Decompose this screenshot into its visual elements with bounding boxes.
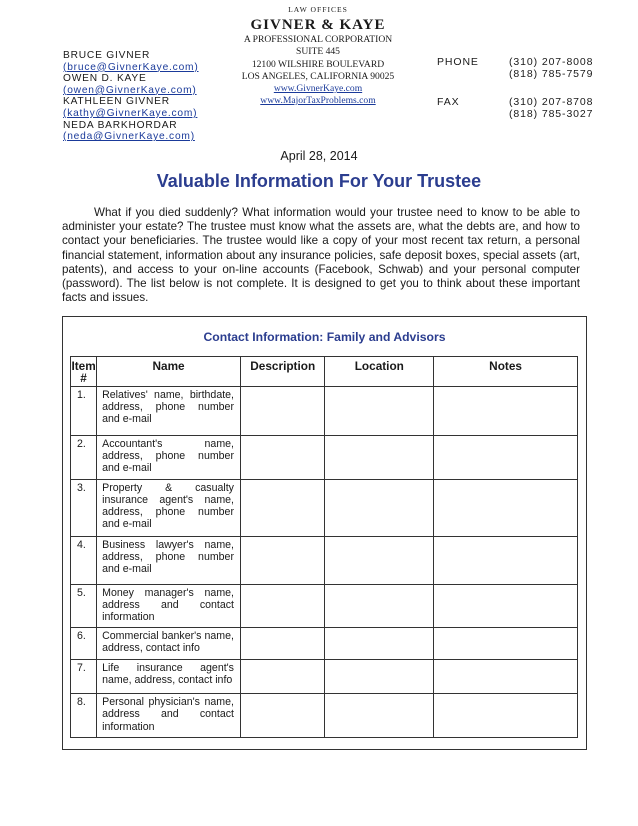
- description-cell[interactable]: [240, 436, 325, 480]
- location-cell[interactable]: [325, 536, 434, 584]
- firm-name: GIVNER & KAYE: [250, 17, 386, 34]
- notes-cell[interactable]: [434, 436, 578, 480]
- firm-corporation: A PROFESSIONAL CORPORATION: [243, 34, 393, 46]
- row-name: Personal physician's name, address and contact information: [97, 694, 241, 738]
- header-location: Location: [325, 357, 434, 387]
- attorney-email-link[interactable]: (owen@GivnerKaye.com): [63, 84, 197, 96]
- firm-city: LOS ANGELES, CALIFORNIA 90025: [241, 70, 395, 82]
- fax-number: (818) 785-3027: [509, 108, 594, 120]
- description-cell[interactable]: [240, 628, 325, 660]
- tax-website-link[interactable]: www.MajorTaxProblems.com: [260, 95, 376, 107]
- document-date: April 28, 2014: [280, 149, 358, 163]
- table-row: [71, 479, 578, 536]
- row-number: 8.: [71, 694, 97, 738]
- location-cell[interactable]: [325, 479, 434, 536]
- table-row: [71, 584, 578, 628]
- location-cell[interactable]: [325, 387, 434, 436]
- letterhead: [0, 0, 638, 160]
- attorney-email-link[interactable]: (neda@GivnerKaye.com): [63, 131, 195, 143]
- row-name: Property & casualty insurance agent's name, address, phone number and e-mail: [97, 479, 241, 536]
- attorney-list: [63, 50, 199, 143]
- attorney-email-link[interactable]: (kathy@GivnerKaye.com): [63, 107, 198, 119]
- law-offices-label: LAW OFFICES: [288, 5, 348, 14]
- attorney-name: KATHLEEN GIVNER: [63, 96, 170, 108]
- location-cell[interactable]: [325, 660, 434, 694]
- header-item: Item #: [71, 357, 97, 387]
- table-title: Contact Information: Family and Advisors: [203, 330, 446, 344]
- table-row: [71, 660, 578, 694]
- location-cell[interactable]: [325, 628, 434, 660]
- header-description: Description: [240, 357, 325, 387]
- notes-cell[interactable]: [434, 660, 578, 694]
- attorney-email-link[interactable]: (bruce@GivnerKaye.com): [63, 61, 199, 73]
- row-name: Commercial banker's name, address, contact info: [97, 628, 241, 660]
- contact-table: [70, 356, 578, 738]
- firm-street: 12100 WILSHIRE BOULEVARD: [251, 58, 385, 70]
- notes-cell[interactable]: [434, 536, 578, 584]
- row-number: 1.: [71, 387, 97, 436]
- row-number: 5.: [71, 584, 97, 628]
- description-cell[interactable]: [240, 660, 325, 694]
- firm-website-link[interactable]: www.GivnerKaye.com: [273, 83, 363, 95]
- table-row: [71, 436, 578, 480]
- attorney-name: OWEN D. KAYE: [63, 73, 147, 85]
- notes-cell[interactable]: [434, 628, 578, 660]
- notes-cell[interactable]: [434, 479, 578, 536]
- fax-label: FAX: [437, 96, 460, 108]
- firm-block: [218, 4, 418, 107]
- header-notes: Notes: [434, 357, 578, 387]
- table-row: [71, 387, 578, 436]
- notes-cell[interactable]: [434, 694, 578, 738]
- row-name: Business lawyer's name, address, phone number and e-mail: [97, 536, 241, 584]
- table-header-row: [71, 357, 578, 387]
- row-name: Life insurance agent's name, address, contact info: [97, 660, 241, 694]
- row-number: 3.: [71, 479, 97, 536]
- description-cell[interactable]: [240, 479, 325, 536]
- phone-label: PHONE: [437, 56, 479, 68]
- intro-paragraph: What if you died suddenly? What information would your trustee need to know to be able to administer your estate? The trustee must know what the assets are, what the debts are, and how to contact your beneficiaries. The trustee would like a copy of your most recent tax return, a personal financial statement, information about any insurance policies, safe deposit boxes, special assets (art, patents), and access to your on-line accounts (Facebook, Schwab) and your personal computer (password). The list below is not complete. It is designed to get you to think about these important facts and issues.: [62, 206, 580, 305]
- description-cell[interactable]: [240, 536, 325, 584]
- firm-suite: SUITE 445: [296, 46, 340, 58]
- phone-number: (818) 785-7579: [509, 68, 594, 80]
- location-cell[interactable]: [325, 436, 434, 480]
- row-number: 6.: [71, 628, 97, 660]
- row-name: Relatives' name, birthdate, address, phone number and e-mail: [97, 387, 241, 436]
- description-cell[interactable]: [240, 694, 325, 738]
- row-number: 4.: [71, 536, 97, 584]
- table-row: [71, 536, 578, 584]
- row-name: Money manager's name, address and contact information: [97, 584, 241, 628]
- fax-number: (310) 207-8708: [509, 96, 594, 108]
- notes-cell[interactable]: [434, 387, 578, 436]
- description-cell[interactable]: [240, 387, 325, 436]
- table-row: [71, 694, 578, 738]
- description-cell[interactable]: [240, 584, 325, 628]
- row-name: Accountant's name, address, phone number and e-mail: [97, 436, 241, 480]
- attorney-name: NEDA BARKHORDAR: [63, 119, 178, 131]
- attorney-name: BRUCE GIVNER: [63, 50, 151, 61]
- phone-number: (310) 207-8008: [509, 56, 594, 68]
- notes-cell[interactable]: [434, 584, 578, 628]
- document-title: Valuable Information For Your Trustee: [156, 171, 482, 191]
- table-row: [71, 628, 578, 660]
- header-name: Name: [97, 357, 241, 387]
- location-cell[interactable]: [325, 694, 434, 738]
- row-number: 2.: [71, 436, 97, 480]
- row-number: 7.: [71, 660, 97, 694]
- location-cell[interactable]: [325, 584, 434, 628]
